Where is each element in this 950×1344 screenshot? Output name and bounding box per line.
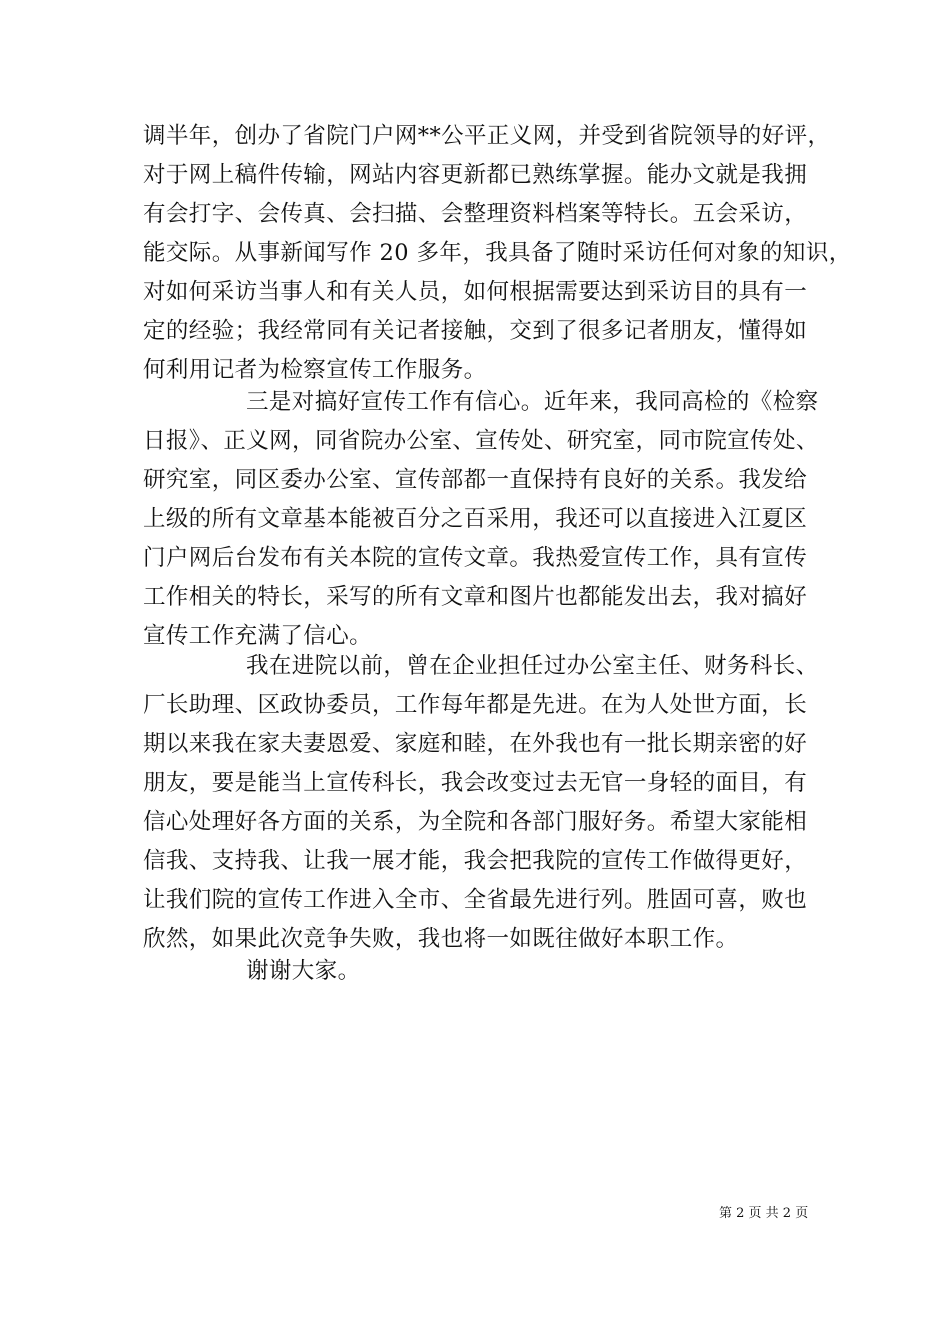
body-line: 让我们院的宣传工作进入全市、全省最先进行列。胜固可喜，败也 <box>143 887 808 913</box>
body-line: 上级的所有文章基本能被百分之百采用，我还可以直接进入江夏区 <box>143 506 808 532</box>
body-line: 何利用记者为检察宣传工作服务。 <box>143 357 487 383</box>
closing-line: 谢谢大家。 <box>246 958 361 984</box>
paragraph-first-line: 三是对搞好宣传工作有信心。近年来，我同高检的《检察 <box>246 389 819 415</box>
body-line: 工作相关的特长，采写的所有文章和图片也都能发出去，我对搞好 <box>143 584 808 610</box>
body-line: 宣传工作充满了信心。 <box>143 623 373 649</box>
body-line: 门户网后台发布有关本院的宣传文章。我热爱宣传工作，具有宣传 <box>143 545 808 571</box>
body-line: 有会打字、会传真、会扫描、会整理资料档案等特长。五会采访， <box>143 201 808 227</box>
body-line: 定的经验；我经常同有关记者接触，交到了很多记者朋友，懂得如 <box>143 318 808 344</box>
body-line: 信我、支持我、让我一展才能，我会把我院的宣传工作做得更好， <box>143 848 808 874</box>
body-line: 能交际。从事新闻写作 20 多年，我具备了随时采访任何对象的知识， <box>143 240 852 266</box>
body-line: 厂长助理、区政协委员，工作每年都是先进。在为人处世方面，长 <box>143 692 808 718</box>
body-line: 信心处理好各方面的关系，为全院和各部门服好务。希望大家能相 <box>143 809 808 835</box>
paragraph-first-line: 我在进院以前，曾在企业担任过办公室主任、财务科长、 <box>246 653 819 679</box>
body-line: 朋友，要是能当上宣传科长，我会改变过去无官一身轻的面目，有 <box>143 770 808 796</box>
body-line: 调半年，创办了省院门户网**公平正义网，并受到省院领导的好评， <box>143 123 831 149</box>
body-line: 对于网上稿件传输，网站内容更新都已熟练掌握。能办文就是我拥 <box>143 162 808 188</box>
body-line: 期以来我在家夫妻恩爱、家庭和睦，在外我也有一批长期亲密的好 <box>143 731 808 757</box>
page-number-footer: 第 2 页 共 2 页 <box>719 1206 809 1221</box>
body-line: 研究室，同区委办公室、宣传部都一直保持有良好的关系。我发给 <box>143 467 808 493</box>
body-line: 对如何采访当事人和有关人员，如何根据需要达到采访目的具有一 <box>143 279 808 305</box>
body-line: 欣然，如果此次竞争失败，我也将一如既往做好本职工作。 <box>143 926 739 952</box>
body-line: 日报》、正义网，同省院办公室、宣传处、研究室，同市院宣传处、 <box>143 428 819 454</box>
